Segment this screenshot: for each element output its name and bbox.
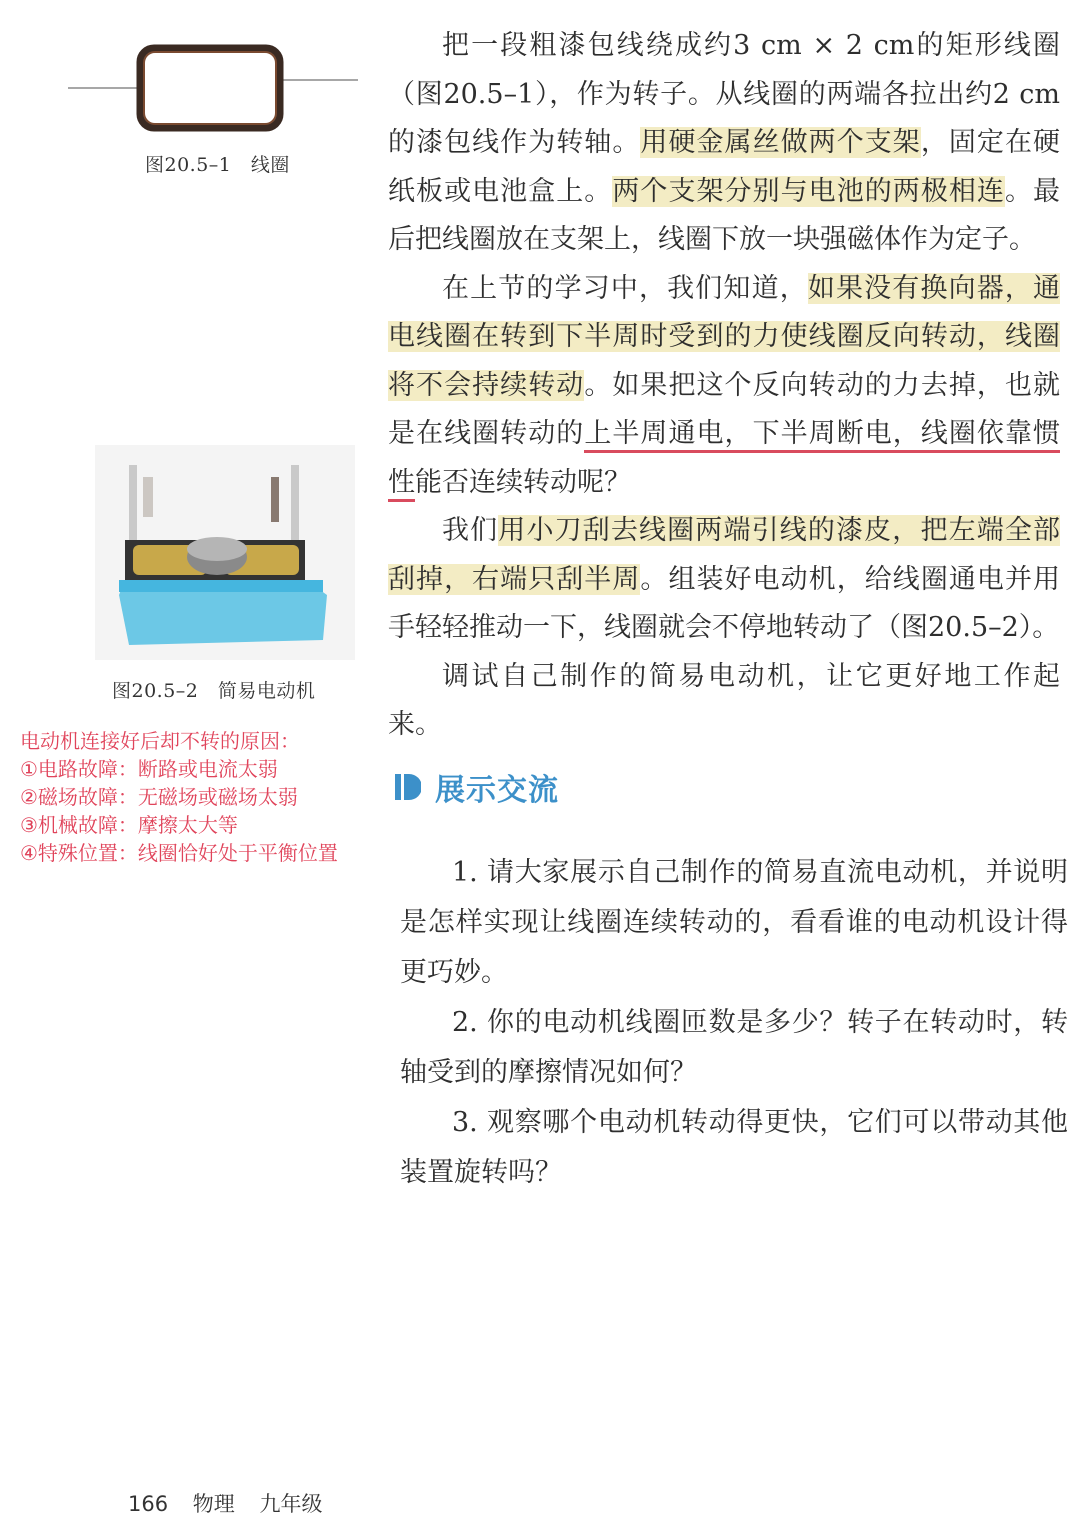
note-item: ①电路故障：断路或电流太弱 [20,757,278,781]
main-text-column [388,22,1060,750]
note-title: 电动机连接好后却不转的原因： [20,729,300,753]
text-span: 。最后把线圈放在支架上，线圈下放一块强磁体作为定子。 [388,175,1061,255]
paragraph-scrape-enamel [388,507,1060,653]
section-marker-icon [395,772,421,802]
discussion-questions [400,848,1068,1198]
text-span: 。组装好电动机，给线圈通电并用手轻轻推动一下，线圈就会不停地转动了（图20.5–2）。 [388,563,1061,643]
highlighted-text: 用硬金属丝做两个支架 [640,127,921,158]
figure-2-caption: 图20.5–2 简易电动机 [112,680,316,702]
subject-label: 物理 [192,1492,235,1516]
section-heading [395,765,559,809]
question-item: 1. 请大家展示自己制作的简易直流电动机，并说明是怎样实现让线圈连续转动的，看看谁的电动机设计得更巧妙。 [400,857,1068,988]
handwritten-note [20,727,400,867]
page-number: 166 [128,1492,169,1516]
section-title: 展示交流 [435,773,559,808]
text-span: 。如果把这个反向转动的力去掉，也就是在线圈转动的 [388,369,1061,449]
figure-1-caption: 图20.5–1 线圈 [145,154,290,176]
simple-motor-photo [95,445,355,660]
note-item: ②磁场故障：无磁场或磁场太弱 [20,785,298,809]
highlighted-text: 用小刀刮去线圈两端引线的漆皮，把左端全部刮掉，右端只刮半周 [388,515,1061,595]
grade-label: 九年级 [259,1492,323,1516]
paragraph-commutator [388,265,1060,508]
note-item: ③机械故障：摩擦太大等 [20,813,238,837]
paragraph-debug: 调试自己制作的简易电动机，让它更好地工作起来。 [388,660,1060,740]
question-item: 3. 观察哪个电动机转动得更快，它们可以带动其他装置旋转吗？ [400,1107,1068,1188]
page-footer [128,1488,340,1518]
coil-figure [60,30,360,150]
note-item: ④特殊位置：线圈恰好处于平衡位置 [20,841,338,865]
underlined-text: 上半周通电，下半周断电，线圈依靠惯性 [388,418,1060,502]
highlighted-text: 如果没有换向器，通电线圈在转到下半周时受到的力使线圈反向转动，线圈将不会持续转动 [388,272,1061,401]
paragraph-coil-build [388,22,1060,265]
highlighted-text: 两个支架分别与电池的两极相连 [612,175,1005,207]
question-item: 2. 你的电动机线圈匝数是多少？转子在转动时，转轴受到的摩擦情况如何？ [400,1007,1068,1088]
text-span: ，固定在硬纸板或电池盒上。 [388,127,1061,207]
text-span: 把一段粗漆包线绕成约3 cm × 2 cm的矩形线圈（图20.5–1），作为转子。从线圈的两端各拉出约2 cm的漆包线作为转轴。 [388,30,1060,158]
text-span: 能否连续转动呢？ [415,466,631,498]
text-span: 我们 [442,515,499,546]
text-span: 在上节的学习中，我们知道， [442,272,808,304]
